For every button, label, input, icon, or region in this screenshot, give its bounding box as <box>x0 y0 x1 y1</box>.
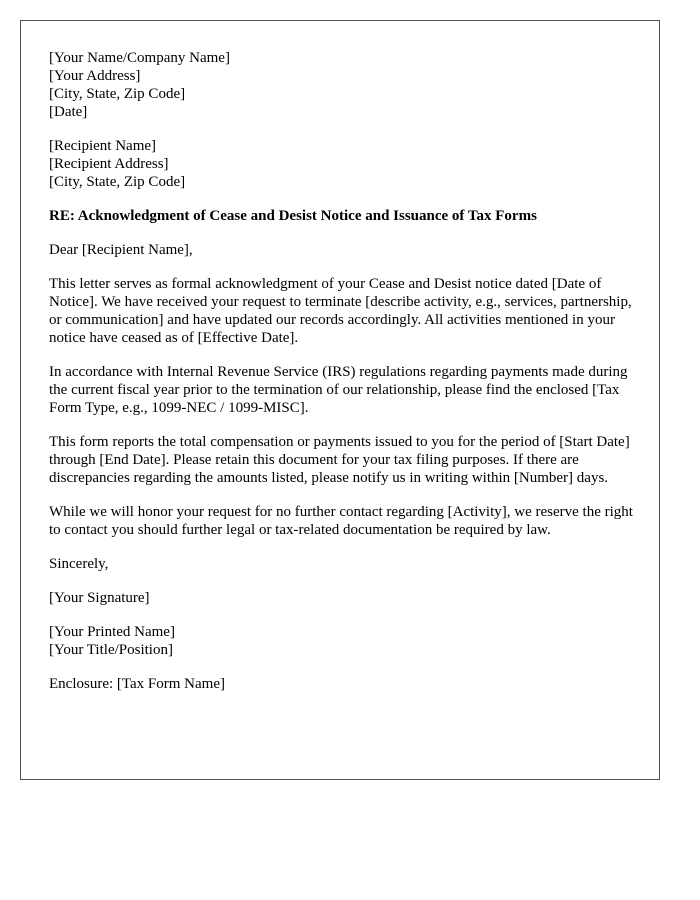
letter-content <box>49 49 639 709</box>
body-paragraph-4: While we will honor your request for no further contact regarding [Activity], we reserve the right to contact you should further legal or tax-related documentation be required by law. <box>49 504 633 538</box>
letter-page <box>20 20 660 780</box>
signature: [Your Signature] <box>49 590 150 606</box>
sender-block <box>49 49 639 121</box>
sender-address: [Your Address] <box>49 68 141 84</box>
body-paragraph-1: This letter serves as formal acknowledgment of your Cease and Desist notice dated [Date of Notice]. We have received your request to terminate [describe activity, e.g., services, partnership, or communication] and have updated our records accordingly. All activities mentioned in your notice have ceased as of [Effective Date]. <box>49 276 632 346</box>
closing: Sincerely, <box>49 556 109 572</box>
recipient-address: [Recipient Address] <box>49 156 169 172</box>
sender-city: [City, State, Zip Code] <box>49 86 186 102</box>
signer-block <box>49 623 639 659</box>
body-paragraph-2: In accordance with Internal Revenue Service (IRS) regulations regarding payments made during the current fiscal year prior to the termination of our relationship, please find the enclosed [Tax Form Type, e.g., 1099-NEC / 1099-MISC]. <box>49 364 628 416</box>
signer-title: [Your Title/Position] <box>49 642 173 658</box>
recipient-block <box>49 137 639 191</box>
enclosure-line: Enclosure: [Tax Form Name] <box>49 676 225 692</box>
subject-line: RE: Acknowledgment of Cease and Desist Notice and Issuance of Tax Forms <box>49 208 537 224</box>
signer-printed-name: [Your Printed Name] <box>49 624 175 640</box>
recipient-city: [City, State, Zip Code] <box>49 174 186 190</box>
salutation: Dear [Recipient Name], <box>49 242 193 258</box>
body-paragraph-3: This form reports the total compensation or payments issued to you for the period of [Start Date] through [End Date]. Please retain this document for your tax filing purposes. If there are discrepancies regarding the amounts listed, please notify us in writing within [Number] days. <box>49 434 630 486</box>
letter-date: [Date] <box>49 104 88 120</box>
sender-name: [Your Name/Company Name] <box>49 50 230 66</box>
recipient-name: [Recipient Name] <box>49 138 157 154</box>
